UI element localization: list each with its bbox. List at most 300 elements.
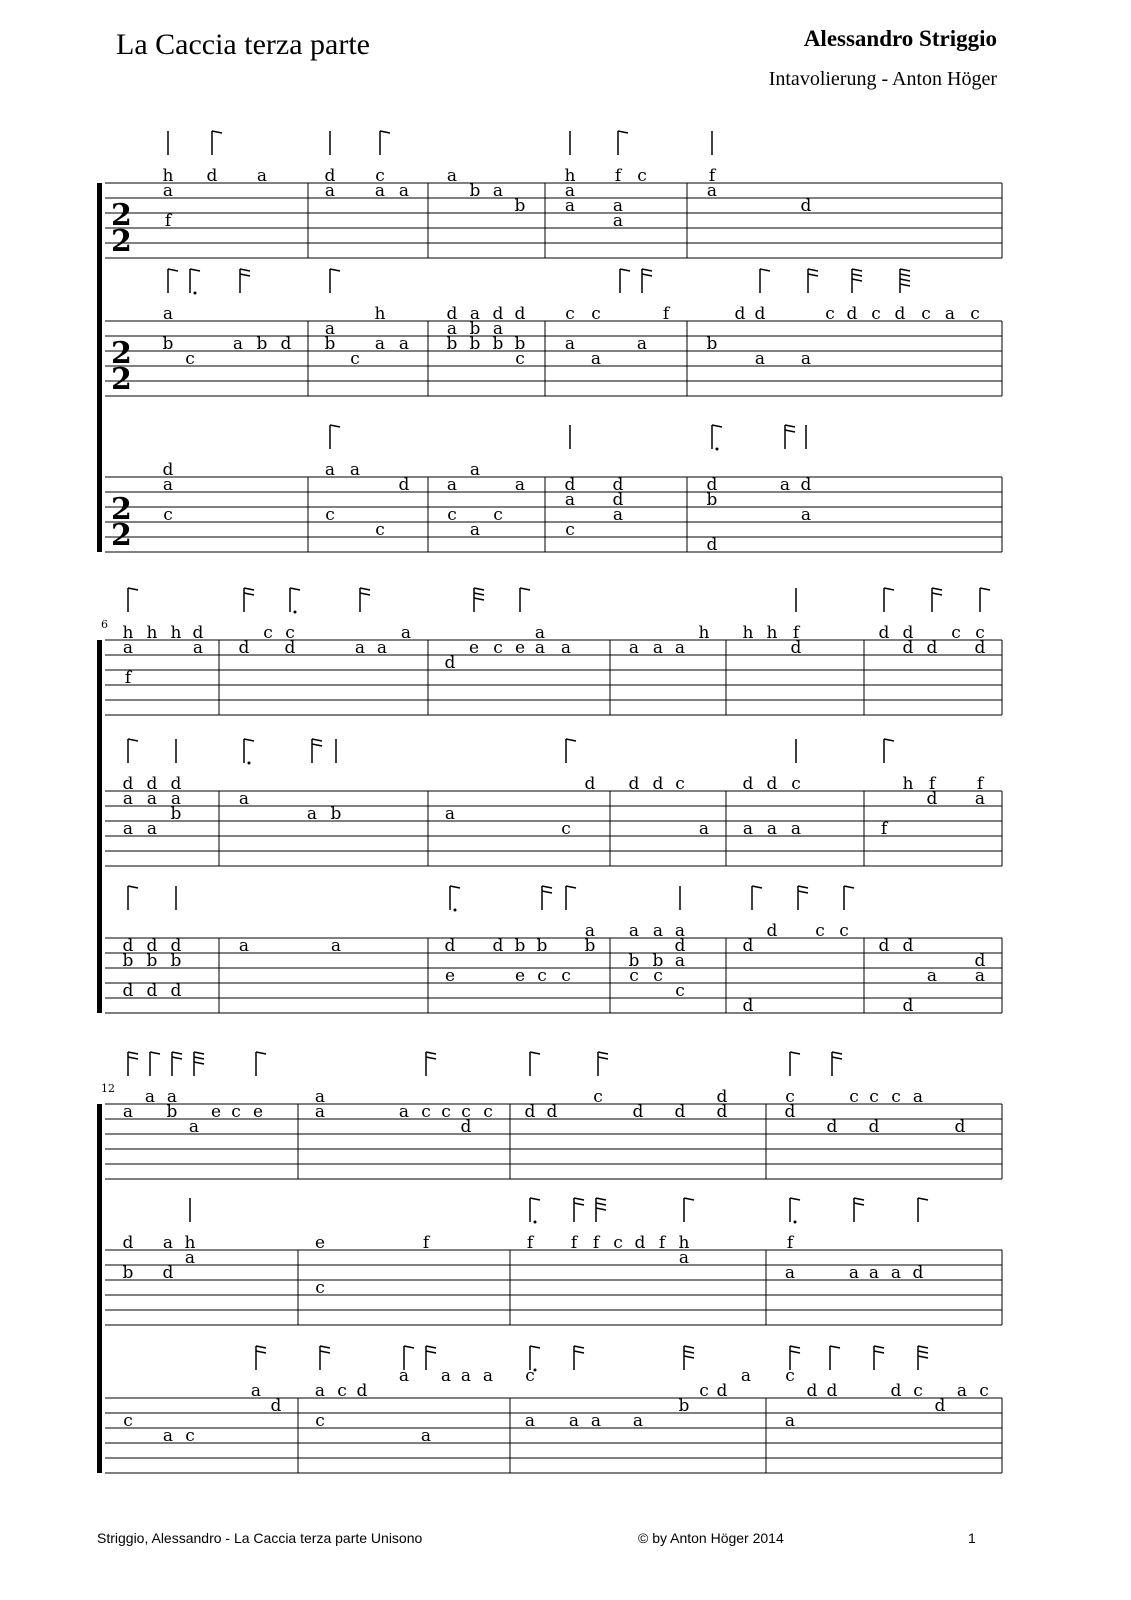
fret-letter: a <box>144 1087 156 1107</box>
fret-letter: a <box>612 505 624 525</box>
fret-letter: a <box>524 1411 536 1431</box>
fret-letter: c <box>629 966 639 986</box>
fret-letter: a <box>238 936 250 956</box>
fret-letter: d <box>974 951 986 971</box>
fret-letter: c <box>325 505 335 525</box>
fret-letter: a <box>324 319 336 339</box>
fret-letter: f <box>570 1233 578 1253</box>
fret-letter: c <box>461 1102 471 1122</box>
fret-letter: b <box>514 196 526 216</box>
fret-letter: e <box>444 966 456 986</box>
fret-letter: b <box>170 804 182 824</box>
fret-letter: c <box>493 505 503 525</box>
fret-letter: a <box>926 966 938 986</box>
fret-letter: a <box>492 181 504 201</box>
fret-letter: d <box>634 1233 646 1253</box>
page-title: La Caccia terza parte <box>116 28 370 61</box>
rhythm-flag <box>684 1198 694 1200</box>
fret-letter: a <box>790 819 802 839</box>
fret-letter: c <box>375 166 385 186</box>
fret-letter: c <box>447 505 457 525</box>
fret-letter: c <box>975 623 985 643</box>
fret-letter: h <box>698 623 710 643</box>
rhythm-flag <box>918 1351 928 1353</box>
rhythm-flag <box>330 425 340 427</box>
fret-letter: a <box>314 1381 326 1401</box>
rhythm-flag <box>256 1351 266 1353</box>
fret-letter: a <box>632 1411 644 1431</box>
fret-letter: a <box>324 460 336 480</box>
fret-letter: d <box>652 774 664 794</box>
fret-letter: c <box>565 520 575 540</box>
rhythm-flag <box>900 284 910 286</box>
fret-letter: c <box>675 981 685 1001</box>
fret-letter: d <box>716 1381 728 1401</box>
fret-letter: d <box>766 921 778 941</box>
rhythm-flag <box>785 430 795 432</box>
fret-letter: c <box>185 349 195 369</box>
fret-letter: f <box>658 1233 666 1253</box>
fret-letter: d <box>356 1381 368 1401</box>
fret-letter: f <box>786 1233 794 1253</box>
rhythm-flag <box>760 269 770 271</box>
fret-letter: a <box>232 334 244 354</box>
fret-letter: d <box>612 475 624 495</box>
fret-letter: c <box>350 349 360 369</box>
fret-letter: a <box>354 638 366 658</box>
rhythm-flag <box>128 886 138 888</box>
fret-letter: d <box>674 936 686 956</box>
arranger-credit: Intavolierung - Anton Höger <box>768 68 997 90</box>
rhythm-flag <box>618 131 628 133</box>
fret-letter: a <box>784 1263 796 1283</box>
measure-number: 12 <box>101 1082 115 1095</box>
fret-letter: d <box>584 774 596 794</box>
fret-letter: a <box>514 475 526 495</box>
rhythm-flag <box>474 593 484 595</box>
fret-letter: a <box>492 319 504 339</box>
fret-letter: h <box>170 623 182 643</box>
fret-letter: f <box>124 668 132 688</box>
rhythm-flag <box>596 1203 606 1205</box>
fret-letter: d <box>524 1102 536 1122</box>
fret-letter: d <box>754 304 766 324</box>
rhythm-flag <box>874 1346 884 1348</box>
rhythm-flag <box>874 1351 884 1353</box>
fret-letter: a <box>256 166 268 186</box>
fret-letter: a <box>374 334 386 354</box>
fret-letter: d <box>926 638 938 658</box>
fret-letter: a <box>560 638 572 658</box>
fret-letter: d <box>766 774 778 794</box>
fret-letter: d <box>492 304 504 324</box>
rhythm-flag <box>642 274 652 276</box>
rhythm-flag <box>798 886 808 888</box>
fret-letter: a <box>184 1248 196 1268</box>
rhythm-flag <box>404 1346 414 1348</box>
fret-letter: b <box>122 1263 134 1283</box>
fret-letter: a <box>944 304 956 324</box>
fret-letter: d <box>734 304 746 324</box>
fret-letter: d <box>628 774 640 794</box>
fret-letter: d <box>122 774 134 794</box>
fret-letter: b <box>166 1102 178 1122</box>
fret-letter: a <box>800 505 812 525</box>
fret-letter: d <box>706 475 718 495</box>
fret-letter: a <box>162 181 174 201</box>
fret-letter: f <box>422 1233 430 1253</box>
rhythm-flag <box>932 593 942 595</box>
fret-letter: d <box>122 936 134 956</box>
rhythm-flag <box>574 1198 584 1200</box>
rhythm-flag <box>128 739 138 741</box>
rhythm-flag <box>790 1346 800 1348</box>
fret-letter: b <box>678 1396 690 1416</box>
fret-letter: c <box>565 304 575 324</box>
fret-letter: a <box>250 1381 262 1401</box>
fret-letter: c <box>913 1381 923 1401</box>
rhythm-flag <box>832 1052 842 1054</box>
fret-letter: c <box>839 921 849 941</box>
rhythm-flag <box>194 1062 204 1064</box>
rhythm-flag <box>852 274 862 276</box>
fret-letter: d <box>902 638 914 658</box>
fret-letter: b <box>514 334 526 354</box>
fret-letter: a <box>324 181 336 201</box>
fret-letter: e <box>314 1233 326 1253</box>
fret-letter: a <box>956 1381 968 1401</box>
fret-letter: a <box>612 211 624 231</box>
rhythm-dot <box>534 1221 537 1224</box>
rhythm-flag <box>530 1052 540 1054</box>
rhythm-flag <box>790 1351 800 1353</box>
rhythm-flag <box>598 1057 608 1059</box>
rhythm-flag <box>574 1203 584 1205</box>
rhythm-flag <box>426 1057 436 1059</box>
fret-letter: c <box>525 1366 535 1386</box>
fret-letter: b <box>492 334 504 354</box>
rhythm-flag <box>290 588 300 590</box>
rhythm-flag <box>312 744 322 746</box>
fret-letter: c <box>791 774 801 794</box>
fret-letter: c <box>315 1411 325 1431</box>
rhythm-dot <box>194 292 197 295</box>
fret-letter: a <box>374 181 386 201</box>
fret-letter: d <box>934 1396 946 1416</box>
fret-letter: d <box>784 1102 796 1122</box>
fret-letter: f <box>792 623 800 643</box>
fret-letter: a <box>742 819 754 839</box>
fret-letter: a <box>188 1117 200 1137</box>
time-signature-top: 2 <box>111 336 132 371</box>
fret-letter: c <box>493 638 503 658</box>
rhythm-dot <box>454 909 457 912</box>
rhythm-flag <box>574 1346 584 1348</box>
rhythm-flag <box>450 886 460 888</box>
time-signature-bottom: 2 <box>111 224 132 259</box>
fret-letter: e <box>514 966 526 986</box>
fret-letter: c <box>785 1087 795 1107</box>
fret-letter: a <box>652 638 664 658</box>
rhythm-flag <box>932 588 942 590</box>
fret-letter: a <box>590 349 602 369</box>
fret-letter: a <box>779 475 791 495</box>
fret-letter: c <box>537 966 547 986</box>
rhythm-flag <box>240 269 250 271</box>
rhythm-flag <box>785 425 795 427</box>
fret-letter: a <box>446 166 458 186</box>
fret-letter: a <box>166 1087 178 1107</box>
fret-letter: b <box>446 334 458 354</box>
rhythm-flag <box>684 1351 694 1353</box>
fret-letter: c <box>613 1233 623 1253</box>
fret-letter: a <box>698 819 710 839</box>
fret-letter: f <box>164 211 172 231</box>
fret-letter: c <box>979 1381 989 1401</box>
fret-letter: a <box>800 349 812 369</box>
fret-letter: a <box>482 1366 494 1386</box>
fret-letter: a <box>469 460 481 480</box>
fret-letter: f <box>880 819 888 839</box>
rhythm-flag <box>642 269 652 271</box>
fret-letter: c <box>653 966 663 986</box>
fret-letter: a <box>162 475 174 495</box>
fret-letter: b <box>330 804 342 824</box>
system-bracket <box>97 1104 102 1473</box>
rhythm-flag <box>790 1198 800 1200</box>
fret-letter: a <box>564 196 576 216</box>
rhythm-flag <box>240 274 250 276</box>
fret-letter: c <box>785 1366 795 1386</box>
fret-letter: a <box>766 819 778 839</box>
fret-letter: b <box>536 936 548 956</box>
rhythm-flag <box>852 269 862 271</box>
fret-letter: d <box>564 475 576 495</box>
fret-letter: d <box>170 774 182 794</box>
fret-letter: a <box>162 1426 174 1446</box>
fret-letter: a <box>349 460 361 480</box>
rhythm-flag <box>320 1346 330 1348</box>
rhythm-flag <box>854 1198 864 1200</box>
fret-letter: f <box>614 166 622 186</box>
fret-letter: d <box>912 1263 924 1283</box>
rhythm-flag <box>212 131 222 133</box>
fret-letter: d <box>238 638 250 658</box>
fret-letter: a <box>238 789 250 809</box>
fret-letter: a <box>398 181 410 201</box>
rhythm-flag <box>620 269 630 271</box>
rhythm-flag <box>684 1356 694 1358</box>
fret-letter: d <box>954 1117 966 1137</box>
fret-letter: d <box>800 196 812 216</box>
fret-letter: a <box>628 921 640 941</box>
fret-letter: a <box>460 1366 472 1386</box>
fret-letter: a <box>398 334 410 354</box>
fret-letter: a <box>740 1366 752 1386</box>
fret-letter: d <box>890 1381 902 1401</box>
rhythm-flag <box>426 1351 436 1353</box>
fret-letter: d <box>162 460 174 480</box>
fret-letter: a <box>376 638 388 658</box>
rhythm-flag <box>128 1057 138 1059</box>
fret-letter: f <box>662 304 670 324</box>
rhythm-flag <box>474 598 484 600</box>
fret-letter: b <box>514 936 526 956</box>
fret-letter: d <box>170 981 182 1001</box>
fret-letter: b <box>469 334 481 354</box>
fret-letter: a <box>146 789 158 809</box>
composer-name: Alessandro Striggio <box>803 26 997 51</box>
fret-letter: b <box>469 181 481 201</box>
fret-letter: c <box>315 1278 325 1298</box>
rhythm-flag <box>542 891 552 893</box>
fret-letter: a <box>678 1248 690 1268</box>
fret-letter: a <box>564 181 576 201</box>
fret-letter: h <box>184 1233 196 1253</box>
rhythm-flag <box>168 269 178 271</box>
fret-letter: c <box>970 304 980 324</box>
fret-letter: d <box>902 936 914 956</box>
fret-letter: a <box>974 789 986 809</box>
fret-letter: c <box>869 1087 879 1107</box>
fret-letter: c <box>561 819 571 839</box>
fret-letter: d <box>206 166 218 186</box>
rhythm-flag <box>808 269 818 271</box>
fret-letter: b <box>122 951 134 971</box>
fret-letter: a <box>420 1426 432 1446</box>
rhythm-flag <box>884 588 894 590</box>
rhythm-flag <box>900 279 910 281</box>
fret-letter: d <box>894 304 906 324</box>
fret-letter: a <box>306 804 318 824</box>
fret-letter: c <box>951 623 961 643</box>
fret-letter: c <box>675 774 685 794</box>
rhythm-flag <box>330 269 340 271</box>
rhythm-flag <box>808 274 818 276</box>
fret-letter: d <box>706 535 718 555</box>
fret-letter: b <box>170 951 182 971</box>
rhythm-flag <box>244 593 254 595</box>
rhythm-dot <box>248 762 251 765</box>
rhythm-flag <box>530 1198 540 1200</box>
rhythm-flag <box>150 1052 160 1054</box>
fret-letter: c <box>337 1381 347 1401</box>
fret-letter: a <box>469 304 481 324</box>
fret-letter: c <box>825 304 835 324</box>
fret-letter: c <box>637 166 647 186</box>
rhythm-flag <box>830 1346 840 1348</box>
fret-letter: h <box>146 623 158 643</box>
system-bracket <box>97 640 102 1013</box>
rhythm-flag <box>832 1057 842 1059</box>
rhythm-flag <box>566 739 576 741</box>
fret-letter: a <box>564 490 576 510</box>
fret-letter: c <box>921 304 931 324</box>
fret-letter: c <box>421 1102 431 1122</box>
footer-copyright: © by Anton Höger 2014 <box>638 1530 784 1546</box>
fret-letter: c <box>871 304 881 324</box>
fret-letter: c <box>285 623 295 643</box>
fret-letter: d <box>878 623 890 643</box>
fret-letter: b <box>652 951 664 971</box>
fret-letter: c <box>185 1426 195 1446</box>
fret-letter: c <box>483 1102 493 1122</box>
fret-letter: f <box>976 774 984 794</box>
rhythm-flag <box>256 1052 266 1054</box>
fret-letter: a <box>674 951 686 971</box>
fret-letter: a <box>122 1102 134 1122</box>
rhythm-flag <box>852 279 862 281</box>
rhythm-flag <box>256 1346 266 1348</box>
rhythm-flag <box>128 1052 138 1054</box>
fret-letter: a <box>706 181 718 201</box>
rhythm-flag <box>854 1203 864 1205</box>
fret-letter: d <box>716 1087 728 1107</box>
rhythm-flag <box>900 269 910 271</box>
fret-letter: a <box>446 475 458 495</box>
rhythm-flag <box>320 1351 330 1353</box>
fret-letter: a <box>674 638 686 658</box>
rhythm-flag <box>244 588 254 590</box>
fret-letter: c <box>593 1087 603 1107</box>
rhythm-flag <box>884 739 894 741</box>
fret-letter: d <box>878 936 890 956</box>
fret-letter: h <box>564 166 576 186</box>
fret-letter: a <box>162 1233 174 1253</box>
rhythm-flag <box>244 739 254 741</box>
fret-letter: a <box>890 1263 902 1283</box>
rhythm-flag <box>596 1208 606 1210</box>
fret-letter: d <box>192 623 204 643</box>
fret-letter: c <box>561 966 571 986</box>
fret-letter: a <box>146 819 158 839</box>
fret-letter: c <box>591 304 601 324</box>
fret-letter: c <box>231 1102 241 1122</box>
fret-letter: a <box>400 623 412 643</box>
fret-letter: a <box>398 1102 410 1122</box>
fret-letter: b <box>584 936 596 956</box>
fret-letter: a <box>652 921 664 941</box>
rhythm-flag <box>426 1346 436 1348</box>
rhythm-flag <box>530 1346 540 1348</box>
fret-letter: b <box>324 334 336 354</box>
fret-letter: e <box>468 638 480 658</box>
fret-letter: a <box>612 196 624 216</box>
fret-letter: h <box>678 1233 690 1253</box>
fret-letter: d <box>974 638 986 658</box>
fret-letter: d <box>146 981 158 1001</box>
fret-letter: a <box>784 1411 796 1431</box>
fret-letter: a <box>314 1102 326 1122</box>
fret-letter: b <box>469 319 481 339</box>
measure-number: 6 <box>101 618 108 631</box>
fret-letter: d <box>846 304 858 324</box>
rhythm-flag <box>360 593 370 595</box>
fret-letter: d <box>122 981 134 1001</box>
fret-letter: a <box>590 1411 602 1431</box>
rhythm-dot <box>794 1221 797 1224</box>
fret-letter: a <box>398 1366 410 1386</box>
fret-letter: a <box>754 349 766 369</box>
fret-letter: d <box>632 1102 644 1122</box>
fret-letter: a <box>674 921 686 941</box>
footer-left: Striggio, Alessandro - La Caccia terza parte Unisono <box>97 1530 423 1546</box>
fret-letter: d <box>826 1117 838 1137</box>
fret-letter: h <box>162 166 174 186</box>
rhythm-flag <box>474 588 484 590</box>
fret-letter: a <box>974 966 986 986</box>
time-signature-bottom: 2 <box>111 362 132 397</box>
